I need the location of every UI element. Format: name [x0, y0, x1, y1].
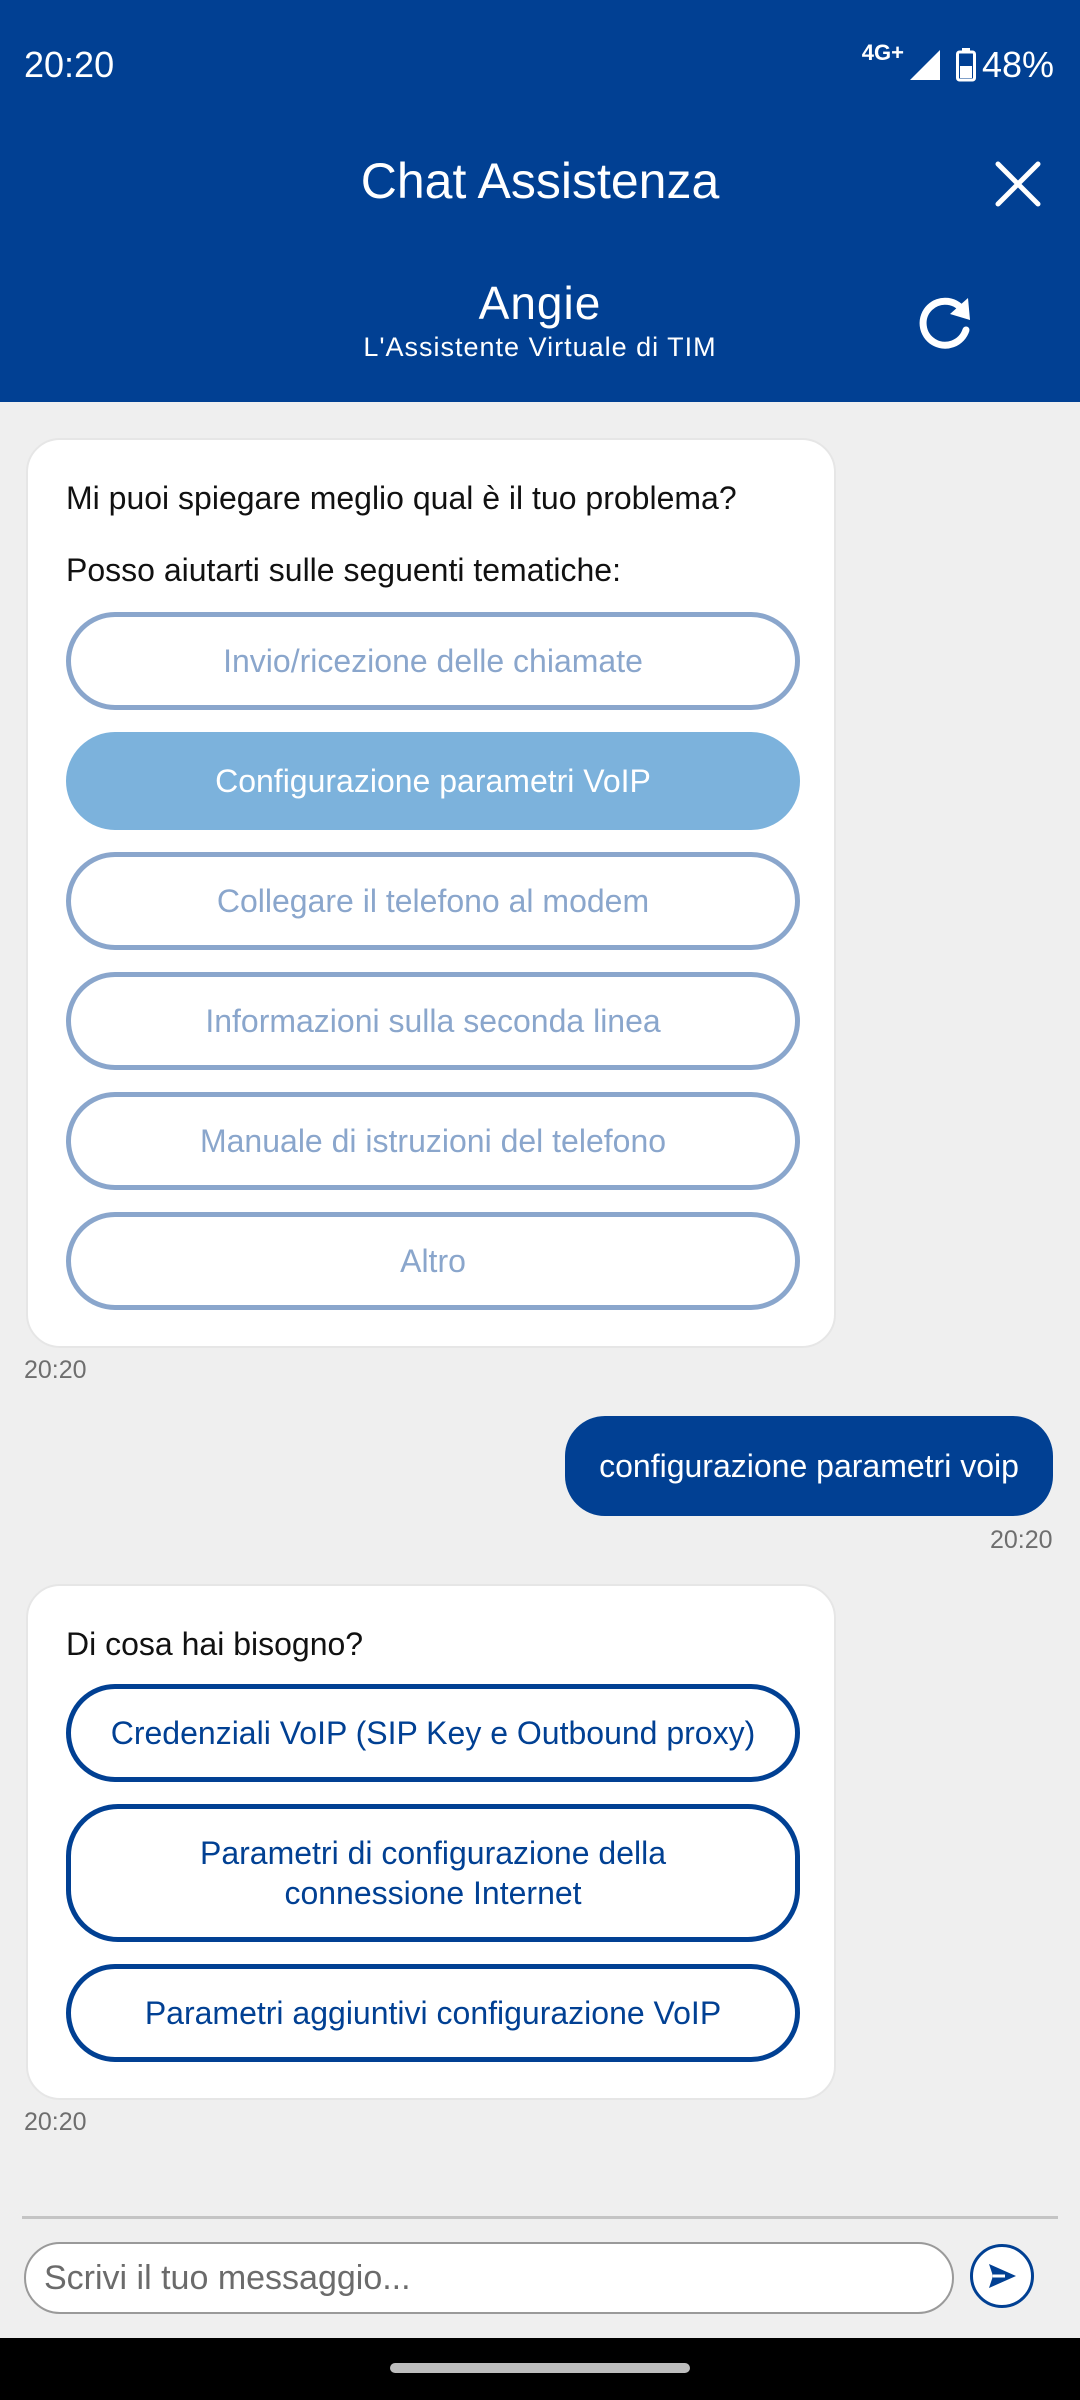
- message-timestamp: 20:20: [24, 1356, 87, 1384]
- home-indicator[interactable]: [390, 2363, 690, 2373]
- battery-icon: [956, 48, 976, 82]
- need-option[interactable]: Credenziali VoIP (SIP Key e Outbound proxy): [66, 1684, 800, 1782]
- header: [0, 0, 1080, 402]
- bot-message-text: Di cosa hai bisogno?: [66, 1626, 364, 1662]
- signal-icon: [908, 48, 942, 82]
- bot-message-card: [26, 438, 836, 1348]
- user-message-bubble: configurazione parametri voip: [565, 1416, 1053, 1516]
- status-icons: [861, 40, 1054, 86]
- need-option[interactable]: Parametri aggiuntivi configurazione VoIP: [66, 1964, 800, 2062]
- agent-name: Angie: [478, 277, 602, 329]
- topic-option[interactable]: Informazioni sulla seconda linea: [66, 972, 800, 1070]
- composer-divider: [22, 2216, 1058, 2219]
- refresh-icon[interactable]: [916, 292, 976, 352]
- send-icon: [985, 2259, 1019, 2293]
- message-input[interactable]: [24, 2242, 954, 2314]
- topic-option-selected[interactable]: Configurazione parametri VoIP: [66, 732, 800, 830]
- agent-subtitle: L'Assistente Virtuale di TIM: [363, 332, 717, 362]
- topic-option[interactable]: Invio/ricezione delle chiamate: [66, 612, 800, 710]
- topic-option[interactable]: Manuale di istruzioni del telefono: [66, 1092, 800, 1190]
- bot-message-text: Mi puoi spiegare meglio qual è il tuo problema?: [66, 480, 737, 516]
- send-button[interactable]: [970, 2244, 1034, 2308]
- message-timestamp: 20:20: [24, 2108, 87, 2136]
- bot-message-card: [26, 1584, 836, 2100]
- network-type: 4G+: [861, 40, 904, 65]
- bot-message-text: Posso aiutarti sulle seguenti tematiche:: [66, 552, 621, 588]
- topic-option[interactable]: Collegare il telefono al modem: [66, 852, 800, 950]
- need-option[interactable]: Parametri di configurazione della connessione Internet: [66, 1804, 800, 1942]
- status-time: 20:20: [24, 44, 115, 85]
- message-timestamp: 20:20: [990, 1526, 1053, 1554]
- page-title: Chat Assistenza: [360, 153, 720, 209]
- close-icon[interactable]: [992, 158, 1044, 210]
- topic-option[interactable]: Altro: [66, 1212, 800, 1310]
- battery-level: 48%: [981, 44, 1054, 85]
